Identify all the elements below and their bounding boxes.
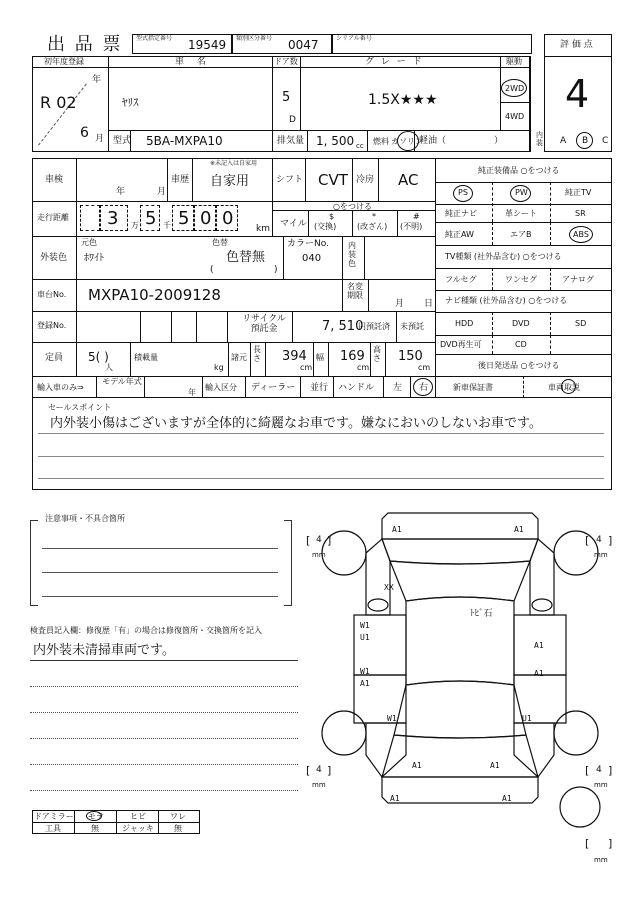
shaken-label: 車検 [45,175,64,185]
history-note: ※未記入は自家用 [210,160,258,167]
dvd-cd[interactable]: CD [515,340,527,349]
recycle: 7, 510 [322,319,364,334]
shaken-year: 年 [116,187,126,197]
displacement: 1, 500 [316,134,355,148]
tv-fullseg[interactable]: フルセグ [445,275,477,284]
exchange-mark: $ [329,212,335,221]
tv-oneseg[interactable]: ワンセグ [505,275,537,284]
tread-rear-right: 4 [596,765,602,775]
tread-fl-unit: mm [312,551,326,559]
navi-dvd[interactable]: DVD [512,319,530,328]
tread-front-right: 4 [596,535,602,545]
height: 150 [398,349,423,364]
mark-left-quarter: W1 [387,714,397,723]
car-name: ﾔﾘｽ [122,96,139,109]
mark-left-rear-door-w: W1 [360,667,370,676]
fuel-label: 燃料 [373,137,389,146]
color-no-label: カラーNo. [287,239,329,249]
sales-block [32,398,612,490]
drive-4wd[interactable]: 4WD [505,112,525,121]
length-label: 長さ [253,345,261,363]
reg-no-label: 登録No. [37,321,67,330]
mileage-digit-2: 5 [145,208,157,229]
mark-trunk-left: A1 [412,761,422,770]
model-number: 19549 [188,38,227,52]
serial-number-label: シリアル番号 [336,35,372,42]
first-reg-label: 初年度登録 [44,57,84,66]
warranty[interactable]: 新車保証書 [453,383,493,392]
recycle-not[interactable]: 未預託 [400,322,424,331]
dvd-play-label: DVD再生可 [440,340,482,349]
equip-aw[interactable]: 純正AW [445,230,474,239]
history: 自家用 [210,174,250,189]
inspector-text: 内外装未清掃車両です。 [33,643,175,658]
drive-label: 駆動 [506,57,522,66]
doors-label: ドア数 [274,57,298,66]
first-reg-era: R 02 [40,93,77,112]
height-label: 高さ [373,345,381,363]
repaint-close: ) [274,265,278,275]
color-label: 外装色 [40,253,68,263]
mark-right-quarter: U1 [522,714,532,723]
category-number: 0047 [288,38,319,52]
mirror-ware[interactable]: ワレ [170,812,186,821]
mile-unit[interactable]: マイル [280,219,307,229]
width: 169 [340,349,365,364]
tread-rl-unit: mm [312,781,326,789]
tread-rear-left: 4 [316,765,322,775]
model-label: 型式 [113,136,132,146]
mark-right-front-door: A1 [534,641,544,650]
equip-leather[interactable]: 革シート [505,209,537,218]
score-label: 評 価 点 [560,40,593,50]
car-name-label: 車 名 [175,57,211,67]
cc-unit: cc [356,142,364,150]
mark-right-rear-door: A1 [534,669,544,678]
interior-b[interactable]: B [582,136,589,146]
mark-rear-bumper-right: A1 [502,794,512,803]
navi-sd[interactable]: SD [575,319,587,328]
dims-label: 諸元 [231,353,247,362]
category-number-label: 類別区分番号 [236,35,273,42]
caution-label: 注意事項・不具合箇所 [45,514,125,523]
recycle-deposited[interactable]: 円預託済 [358,322,390,331]
equip-navi[interactable]: 純正ナビ [445,209,477,218]
equip-ps[interactable]: PS [458,188,468,197]
capacity-label: 定員 [45,353,64,363]
width-label: 幅 [316,353,324,362]
handle-label: ハンドル [338,383,375,393]
name-change-label: 名変期限 [347,282,363,300]
shift-label: シフト [276,175,304,185]
repaint: 色替無 [226,250,266,265]
height-unit: cm [418,363,431,372]
inspector-label: 検査員記入欄：修復歴「有」の場合は修復箇所・交換箇所を記入 [30,626,262,635]
mileage-digit-1: 3 [107,208,119,229]
equip-sr[interactable]: SR [575,209,586,218]
grade-label: グ レ ー ド [365,57,424,67]
mileage-digit-4: 0 [200,208,212,229]
fuel-circle [397,131,419,151]
mark-left-front-door-u: U1 [360,633,370,642]
tool-none: 無 [91,824,99,833]
car-damage-diagram [300,505,620,865]
score-value: 4 [565,72,590,116]
modified-mark: * [372,212,376,221]
tool-label: 工具 [45,824,61,833]
man-unit: 万 [131,221,139,230]
interior-c[interactable]: C [602,136,609,146]
chassis: MXPA10-2009128 [88,286,221,304]
import-type-label: 輸入区分 [205,383,237,392]
owner-manual[interactable]: 車両取説 [548,383,580,392]
kg-unit: kg [214,363,224,372]
history-label: 車歴 [171,175,190,185]
chassis-label: 車台No. [37,290,67,299]
jack-label: ジャッキ [122,824,154,833]
km-unit: km [256,224,270,234]
jack-none: 無 [174,824,182,833]
grade: 1.5X★★★ [368,92,438,108]
orig-color-label: 元色 [81,238,97,247]
tread-rr-unit: mm [594,781,608,789]
model-year-label: モデル年式 [102,377,142,386]
mileage-label: 走行距離 [37,213,69,222]
sen-unit: 千 [163,221,171,230]
handle-left[interactable]: 左 [393,383,403,393]
tv-analog[interactable]: アナログ [562,275,594,284]
model-number-label: 型式指定番号 [136,35,173,42]
color-no: 040 [302,253,322,264]
exchange[interactable]: (交換) [314,222,337,231]
length: 394 [282,349,307,364]
equip-abs-circle [569,226,593,243]
handle-right[interactable]: 右 [419,383,429,393]
drive-2wd-circle [501,79,527,97]
equip-pw-circle [510,185,531,202]
import-label: 輸入車のみ⇒ [37,383,84,392]
handle-right-circle [413,378,433,396]
length-unit: cm [300,363,313,372]
mark-front-bumper-right: A1 [514,525,524,534]
unknown-mark: # [413,212,420,221]
shaken-month: 月 [157,187,167,197]
repaint-label: 色替 [212,238,228,247]
tv-type-label: TV種類 (社外品含む) ○をつける [445,252,562,261]
model: 5BA-MXPA10 [146,134,223,148]
doors: 5 [282,90,291,105]
year-unit: 年 [92,75,102,85]
light-oil[interactable]: 軽油（ [419,136,447,146]
width-unit: cm [357,363,370,372]
mileage-digit-5: 0 [222,208,234,229]
sales-label: セールスポイント [48,403,112,412]
first-reg-month: 6 [80,125,89,141]
sales-text: 内外装小傷はございますが全体的に綺麗なお車です。嫌なにおいのしないお車です。 [50,416,542,431]
repaint-open: ( [210,265,214,275]
page-title: 出 品 票 [47,34,123,55]
tread-fr-unit: mm [594,551,608,559]
person-unit: 人 [105,363,113,372]
later-shipment-label: 後日発送品 ○をつける [478,361,560,370]
interior-grade-label: 内装 [536,131,543,147]
mark-roof: ﾄﾋﾞ石 [470,609,493,619]
name-change-month: 月 [395,299,405,309]
equip-abs[interactable]: ABS [573,230,589,239]
drive-2wd[interactable]: 2WD [505,84,525,93]
mileage-digit-3: 5 [178,208,190,229]
name-change-day: 日 [424,299,434,309]
modified[interactable]: (改ざん) [357,222,388,231]
circle-attach: ○をつける [333,202,372,211]
mark-front-bumper: A1 [392,525,402,534]
equip-airbag[interactable]: エアB [510,230,532,239]
parallel[interactable]: 並行 [310,383,329,393]
mark-trunk-right: A1 [490,761,500,770]
recycle-label: リサイクル預託金 [242,314,286,335]
ac: AC [398,171,419,189]
mark-left-fender: XX [384,583,394,592]
interior-b-circle [576,132,593,149]
orig-color: ﾎﾜｲﾄ [84,253,104,264]
dealer[interactable]: ディーラー [251,383,296,393]
fuel-gasoline[interactable]: ガソリン [391,137,423,146]
shift: CVT [318,171,348,189]
interior-color-label: 内装色 [348,241,356,268]
mark-left-front-door-w: W1 [360,621,370,630]
mirror-hibi[interactable]: ヒビ [130,812,146,821]
equip-pw[interactable]: PW [515,188,528,197]
load-label: 積載量 [134,353,158,362]
mirror-mote[interactable]: モテ [88,812,104,821]
ac-label: 冷房 [356,175,375,185]
interior-a[interactable]: A [560,136,567,146]
capacity: 5( ) [88,350,109,364]
equip-ps-circle [453,185,473,202]
month-unit: 月 [95,134,105,144]
equip-tv[interactable]: 純正TV [565,188,592,197]
displacement-label: 排気量 [277,136,305,146]
tread-front-left: 4 [316,535,322,545]
factory-equip-label: 純正装備品 ○をつける [478,166,560,175]
tread-spare-unit: mm [594,856,608,864]
light-oil-close: ） [494,136,504,146]
doors-d: D [289,115,296,125]
mark-left-rear-door-a: A1 [360,679,370,688]
owner-manual-circle [561,379,576,394]
door-mirror-label: ドアミラー [34,812,74,821]
navi-type-label: ナビ種類 (社外品含む) ○をつける [445,296,568,305]
unknown[interactable]: (不明) [400,222,423,231]
navi-hdd[interactable]: HDD [455,319,474,328]
mark-rear-bumper-left: A1 [390,794,400,803]
model-year-unit: 年 [188,388,196,397]
